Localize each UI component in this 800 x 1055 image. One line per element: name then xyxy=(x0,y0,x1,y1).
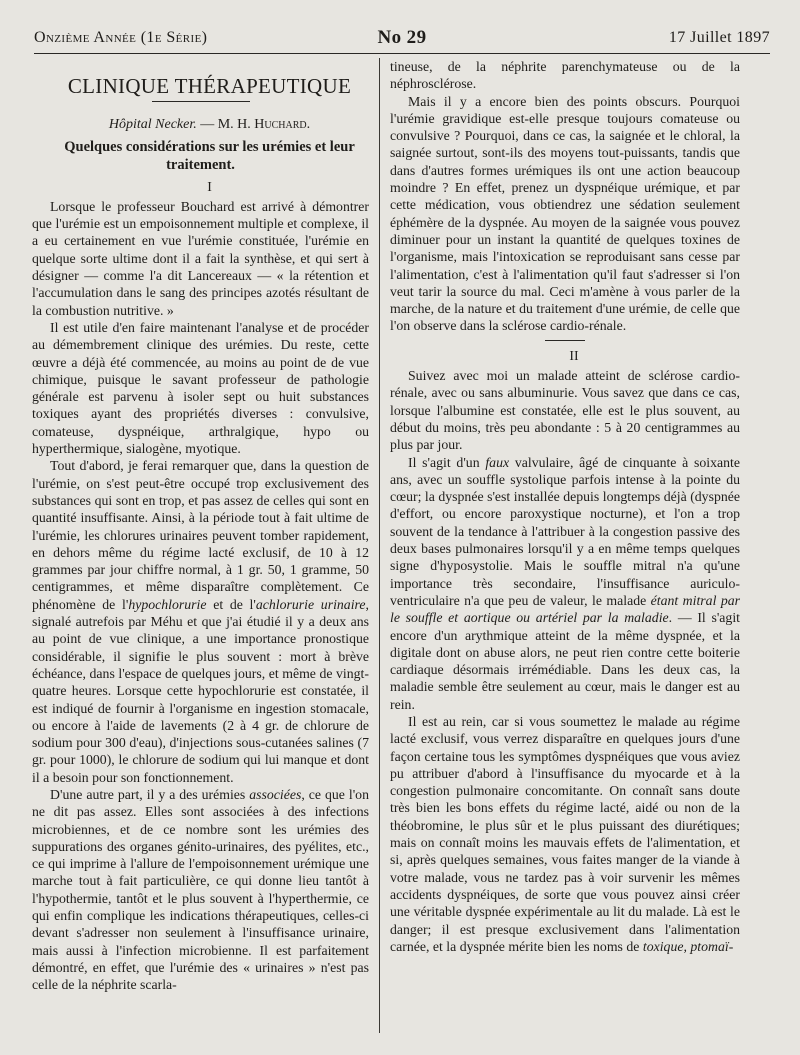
emphasis: faux xyxy=(485,454,510,470)
emphasis: associées xyxy=(249,786,302,802)
paragraph xyxy=(390,713,740,955)
text-run: et de l' xyxy=(206,596,256,612)
text-run: , ce que l'on ne dit pas assez. Elles sont associées à des infections microbiennes, et de ce nombre sont les urémies des suppurations des organes génito-urinaires, des pyélites, etc., ce qui imprime à l'allure de l'empoisonnement urémique une marche tout à fait particulière, ce qui donne lieu tantôt à l'hypothermie, tantôt et le plus souvent à l'hyperthermie, ce qui enfin complique les indications thérapeutiques, celles-ci devant s'adresser non seulement à l'insuffisance urinaire, mais aussi à l'infection microbienne. Il est parfaitement démontré, en effet, que l'urémie des « urinaires » n'est pas celle de la néphrite scarla- xyxy=(32,786,369,993)
author-name: — M. H. Huchard. xyxy=(200,117,311,133)
paragraph: Suivez avec moi un malade atteint de sclérose cardio-rénale, avec ou sans albuminurie. Vous savez que dans ce cas, lorsque l'albumine est constatée, elle est le plus souvent, au début du moins, très peu abondante : 5 à 20 centigrammes au plus par jour. xyxy=(390,368,740,453)
emphasis: étant mitral par le souffle et aortique ou artériel par la maladie xyxy=(390,592,740,626)
emphasis: toxique, ptomaï- xyxy=(642,938,734,954)
section-title: CLINIQUE THÉRAPEUTIQUE xyxy=(67,74,352,98)
title-rule xyxy=(152,101,250,102)
part-number-1: I xyxy=(207,178,212,194)
text-run: Tout d'abord, je ferai remarquer que, dans la question de l'urémie, on s'est peut-être occupé trop exclusivement des substances qui sont en trop, et pas assez de celles qui sont en quantité insuffisante. Ainsi, à la période tout à fait ultime de l'urémie, les chlorures urinaires peuvent tomber rapidement, en dehors même du régime lacté exclusif, de 10 à 12 grammes par jour chiffre normal, à 1 gr. 50, 1 gramme, 50 centigrammes, et même disparaître complètement. Ce phénomène de l' xyxy=(32,458,369,612)
column-divider xyxy=(379,58,380,1033)
text-run: . — Il s'agit encore d'un arythmique atteint de la même dyspnée, et la digitale dont on abuse alors, ne peut rien contre cette boiterie cardiaque désormais irrémédiable. Dans les deux cas, la maladie semble être seulement au cœur, mais le danger est au rein. xyxy=(390,610,740,712)
hospital-name: Hôpital Necker. xyxy=(108,117,197,133)
paragraph xyxy=(32,457,369,786)
left-column xyxy=(32,58,369,994)
emphasis: hypochlorurie xyxy=(128,596,207,612)
running-head xyxy=(34,27,770,53)
text-run: Il s'agit d'un xyxy=(408,454,486,470)
part-number-2: II xyxy=(569,347,579,363)
article-subtitle: Quelques considérations sur les urémies et leur traitement. xyxy=(64,138,355,173)
text-run: D'une autre part, il y a des urémies xyxy=(50,786,250,802)
text-run: , signalé autrefois par Méhu et que j'ai étudié il y a deux ans au point de vue clinique, a une importance pronostique considérable, il signifie le plus souvent : mort à brève échéance, dans l'espace de quelques jours, et même de vingt-quatre heures. Lorsque cette hypochlorurie est constatée, il est indiqué de fournir à l'organisme en ingestion stomacale, ou encore à l'aide de lavements (2 à 4 gr. de chlorure de sodium pour 300 d'eau), d'injections sous-cutanées salines (7 gr. pour 1000), le chlorure de sodium qui lui manque et dont il a besoin pour son fonctionnement. xyxy=(32,596,369,785)
paragraph: Mais il y a encore bien des points obscurs. Pourquoi l'urémie gravidique est-elle presque toujours comateuse ou convulsive ? Pourquoi, dans ce cas, la saignée et le chloral, la saignée surtout, sont-ils des moyens tout-puissants, tandis que dans d'autres formes urémiques ils ont une action beaucoup moindre ? En effet, prenez un dyspnéique urémique, et par cette médication, vous obtiendrez une sédation seulement éphémère de la dyspnée. Au moyen de la saignée vous pouvez diminuer pour un instant la quantité de quelques toxines de l'organisme, mais l'intoxication se reproduisant sans cesse par l'alimentation, c'est à l'alimentation qu'il faut s'adresser si l'on veut tarir la source du mal. Ceci m'amène à vous parler de la marche, de la nature et du traitement d'une urémie, de celle que l'on observe dans la sclérose cardio-rénale. xyxy=(390,93,740,334)
paragraph: Il est utile d'en faire maintenant l'analyse et de procéder au démembrement clinique des urémies. Du reste, cette œuvre a déjà été commencée, au moins au point de de vue chimique, puisque le savant professeur de pathologie générale est parvenu à isoler sept ou huit substances toxiques ayant des propriétés diverses : convulsive, comateuse, dyspnéique, arthralgique, hypo ou hyperthermique, sialogène, myotique. xyxy=(32,319,369,457)
paragraph xyxy=(32,786,369,994)
part-separator xyxy=(545,340,585,341)
right-column xyxy=(390,58,740,955)
paragraph: Lorsque le professeur Bouchard est arrivé à démontrer que l'urémie est un empoisonnement multiple et complexe, il a eu certainement en vue l'urémie constituée, l'urémie en quelque sorte ultime dont il a fait la synthèse, et qui sert à désigner — comme l'a dit Lancereaux — « la rétention et l'accumulation dans le sang des principes azotés résultant de la combustion nutritive. » xyxy=(32,198,369,318)
byline xyxy=(32,116,369,133)
paragraph xyxy=(390,454,740,713)
text-run: Il est au rein, car si vous soumettez le malade au régime lacté exclusif, vous verrez disparaître en quelques jours d'une façon certaine tous les symptômes dyspnéiques que vous aviez pu attribuer d'abord à l'insuffisance du myocarde et à la congestion pulmonaire concomitante. On connaît sans doute très bien les bons effets du régime lacté, aidé ou non de la théobromine, le plus sûr et le plus puissant des diurétiques; mais on connaît moins les mauvais effets de l'alimentation, et si, après quelques semaines, vous faites manger de la viande à votre malade, vous ne tardez pas à voir survenir les mêmes accidents dyspnéiques, de sorte que vous pouvez ainsi créer une véritable dyspnée expérimentale au lit du malade. Là est le danger; il est presque exclusivement dans l'alimentation carnée, et la dyspnée mérite bien les noms de xyxy=(390,713,740,954)
paragraph: tineuse, de la néphrite parenchymateuse ou de la néphrosclérose. xyxy=(390,59,740,92)
journal-series: Onzième Année (1e Série) xyxy=(34,29,208,46)
text-run: valvulaire, âgé de cinquante à soixante ans, avec un souffle systolique parfois intense à la pointe du cœur; la dyspnée s'est installée depuis longtemps déjà (dyspnée d'effort, ou encore paroxystique nocturne), et l'on a trop souvent de la tendance à l'attribuer à la congestion passive des deux bases pulmonaires lorsqu'il y a en même temps quelques signe d'hyposystolie. Mais le souffle mitral n'a qu'une importance très secondaire, l'insuffisance auriculo-ventriculaire n'a que peu de valeur, le malade xyxy=(390,454,740,608)
issue-date: 17 Juillet 1897 xyxy=(668,29,770,46)
emphasis: achlorurie urinaire xyxy=(255,596,366,612)
header-rule xyxy=(34,53,770,54)
issue-number: No 29 xyxy=(377,27,427,48)
